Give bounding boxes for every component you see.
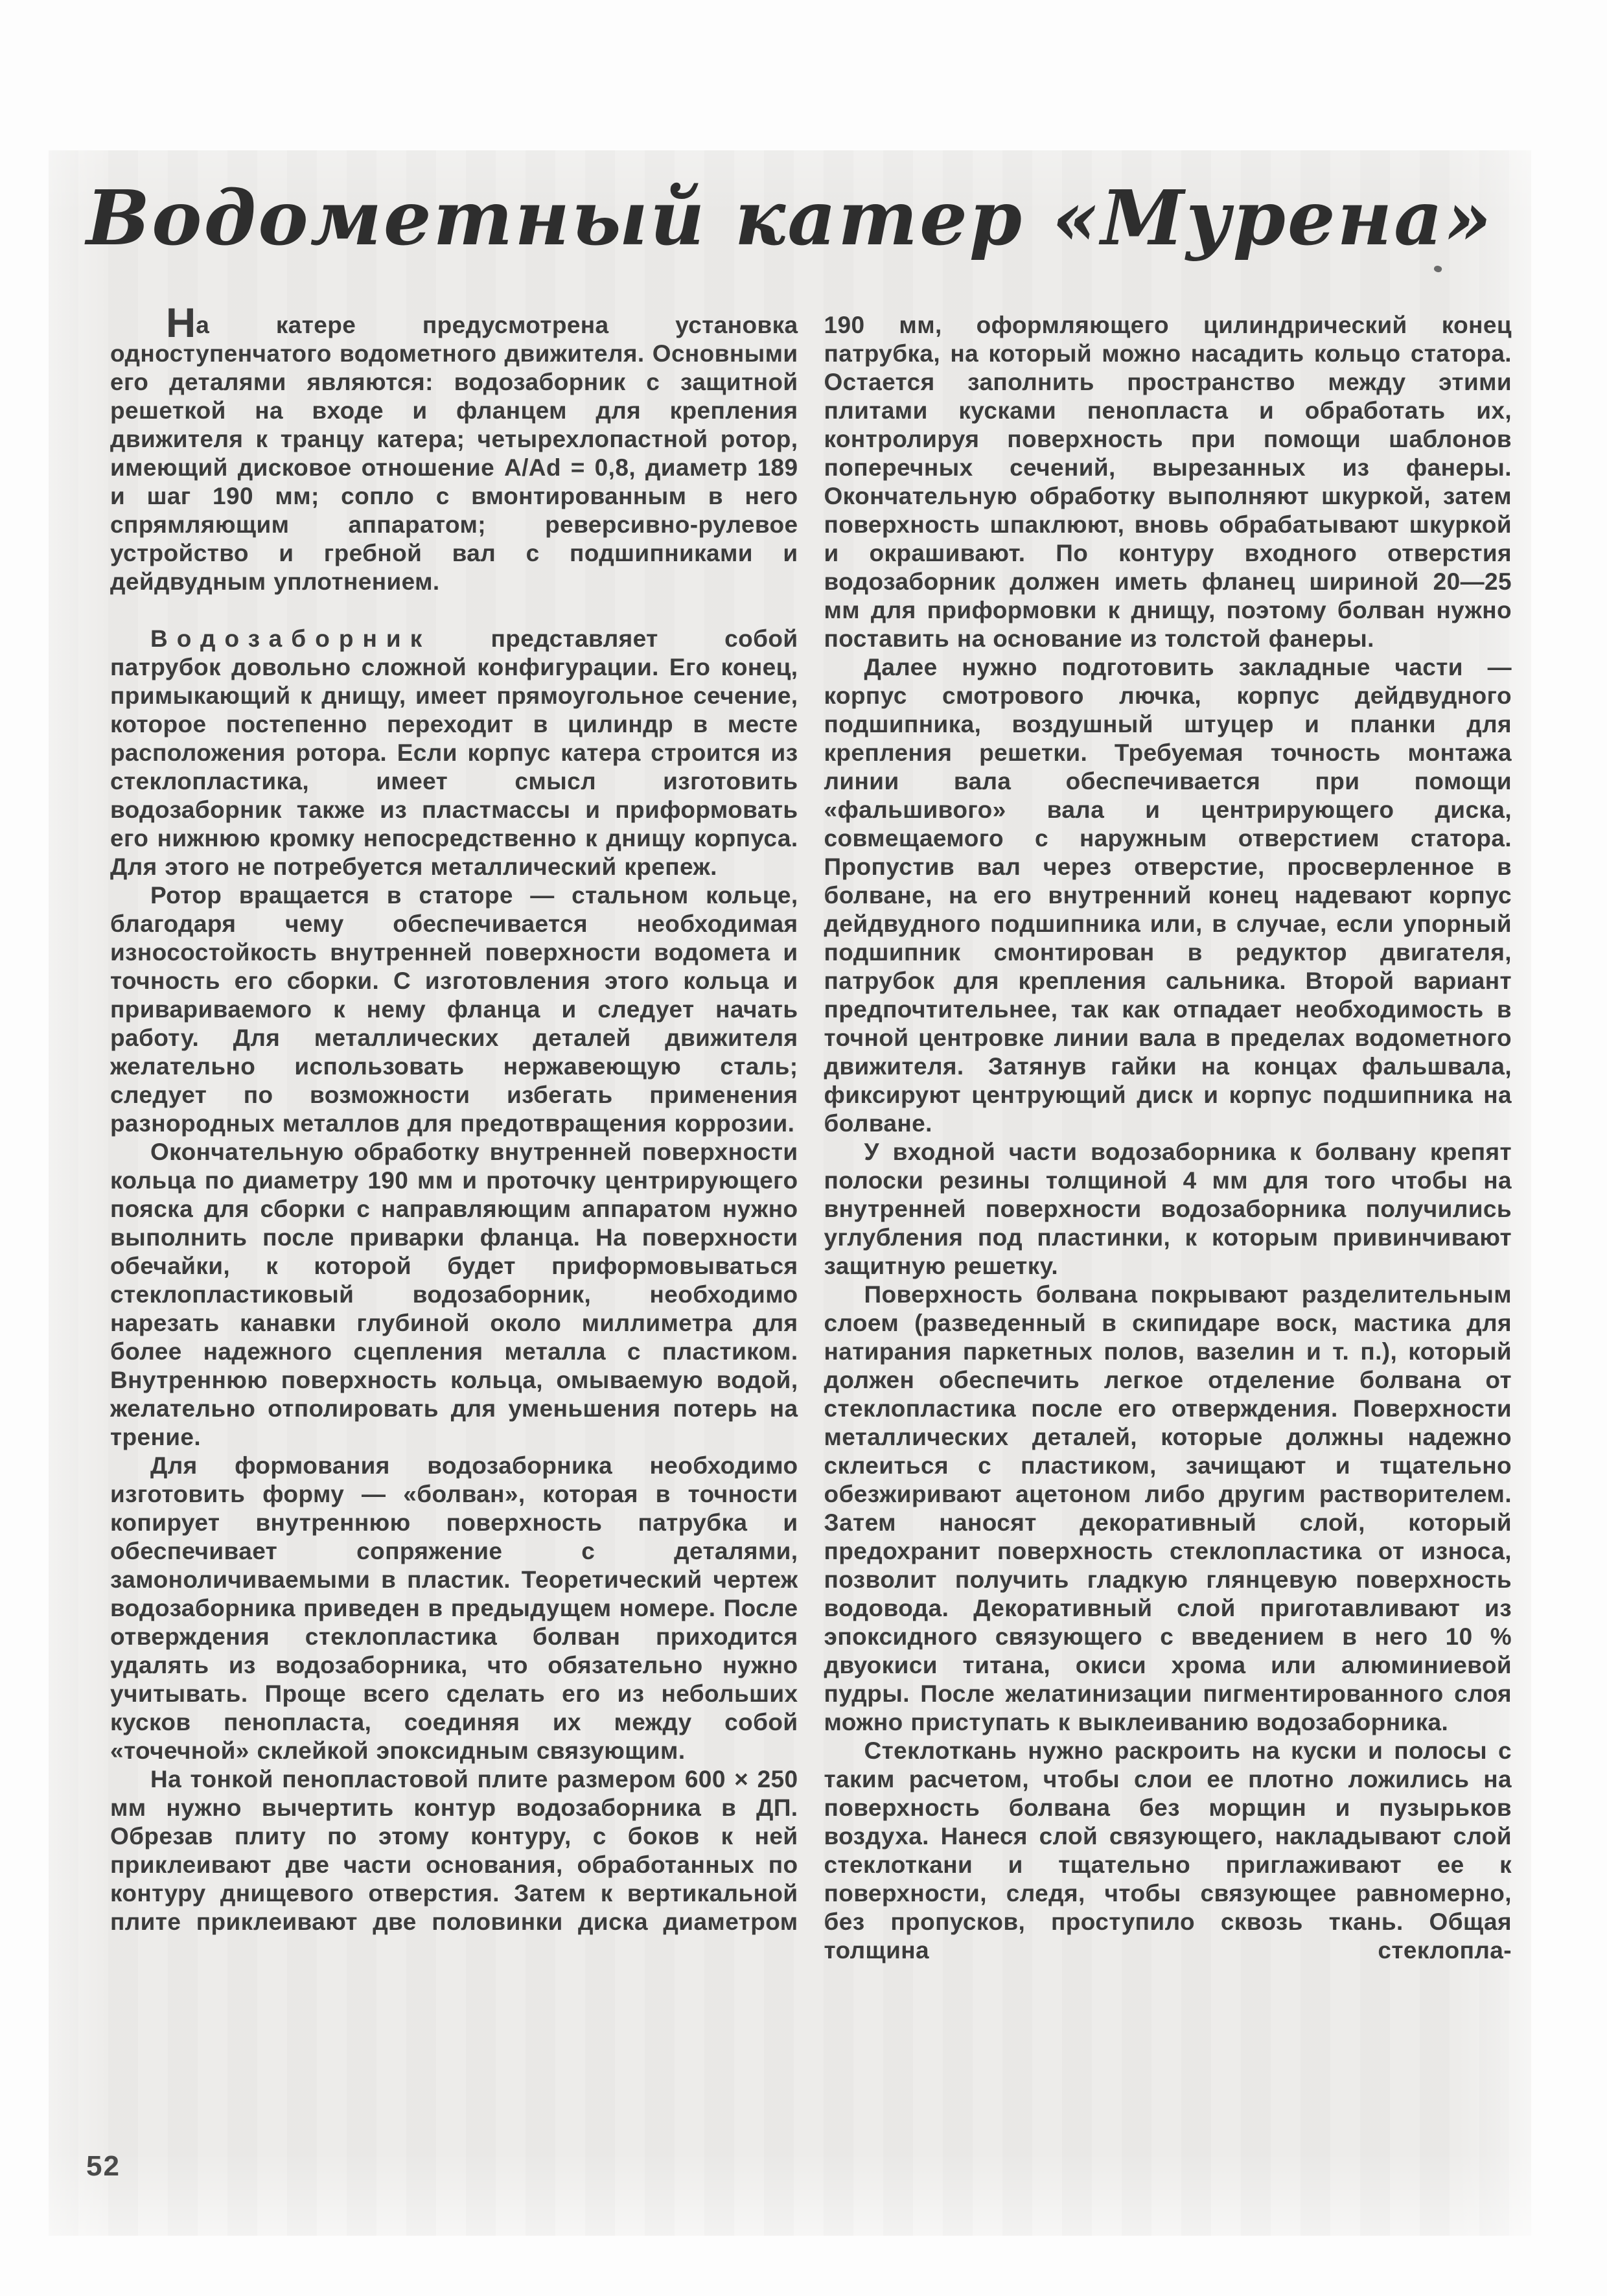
paragraph-lead-word: Водозаборник — [150, 625, 432, 652]
article-title: Водометный катер «Мурена» — [86, 174, 1494, 262]
paragraph: У входной части водозаборника к болвану крепят полоски резины толщиной 4 мм для того чтобы на внутренней поверхности водозаборника получились углубления под пластинки, к которым привинчивают защитную решетку. — [824, 1138, 1512, 1279]
paragraph: Далее нужно подготовить закладные части — корпус смотрового лючка, корпус дейдвудного подшипника, воздушный штуцер и планки для крепления решетки. Требуемая точность монтажа линии вала обеспечивается при помощи «фальшивого» вала и центрирующего диска, совмещаемого с наружным отверстием статора. Пропустив вал через отверстие, просверленное в болване, на его внутренний конец надевают корпус дейдвудного подшипника или, в случае, если упорный подшипник смонтирован в редуктор двигателя, патрубок для крепления сальника. Второй вариант предпочтительнее, так как отпадает необходимость в точной центровке линии вала в пределах водометного движителя. Затянув гайки на концах фальшвала, фиксируют центрующий диск и корпус подшипника на болване. — [824, 653, 1512, 1137]
scanned-magazine-page — [49, 150, 1531, 2236]
left-column — [110, 299, 798, 1965]
paragraph: На катере предусмотрена установка одноступенчатого водометного движителя. Основными его деталями являются: водозаборник с защитной решеткой на входе и фланцем для крепления движителя к транцу катера; четырехлопастной ротор, имеющий дисковое отношение A/Ad = 0,8, диаметр 189 и шаг 190 мм; сопло с вмонтированным в него спрямляющим аппаратом; реверсивно-рулевое устройство и гребной вал с подшипниками и дейдвудным уплотнением. — [110, 299, 798, 595]
paragraph: Для формования водозаборника необходимо изготовить форму — «болван», которая в точности копирует внутреннюю поверхность патрубка и обеспечивает сопряжение с деталями, замоноличиваемыми в пластик. Теоретический чертеж водозаборника приведен в предыдущем номере. После отверждения стеклопластика болван приходится удалять из водозаборника, что обязательно нужно учитывать. Проще всего сделать его из небольших кусков пенопласта, соединяя их между собой «точечной» склейкой эпоксидным связующим. — [110, 1452, 798, 1764]
right-column — [824, 311, 1512, 1965]
text-columns — [49, 299, 1531, 1965]
paragraph: На тонкой пенопластовой плите размером 600 × 250 мм нужно вычертить контур водозаборника в ДП. Обрезав плиту по этому контуру, с боков к ней приклеивают две части основания, обработанных по контуру днищевого отверстия. Затем к вертикальной плите приклеивают две половинки диска диаметром — [110, 1765, 798, 1935]
page-number: 52 — [86, 2150, 121, 2182]
paragraph: Стеклоткань нужно раскроить на куски и полосы с таким расчетом, чтобы слои ее плотно ложились на поверхность болвана без морщин и пузырьков воздуха. Нанеся слой связующего, накладывают слой стеклоткани и тщательно приглаживают ее к поверхности, следя, чтобы связующее равномерно, без пропусков, проступило сквозь ткань. Общая толщина стеклопла- — [824, 1737, 1512, 1964]
paragraph: Окончательную обработку внутренней поверхности кольца по диаметру 190 мм и проточку центрирующего пояска для сборки с направляющим аппаратом нужно выполнить после приварки фланца. На поверхности обечайки, к которой будет приформовываться стеклопластиковый водозаборник, необходимо нарезать канавки глубиной около миллиметра для более надежного сцепления металла с пластиком. Внутреннюю поверхность кольца, омываемую водой, желательно отполировать для уменьшения потерь на трение. — [110, 1138, 798, 1450]
paragraph: 190 мм, оформляющего цилиндрический конец патрубка, на который можно насадить кольцо статора. Остается заполнить пространство между этими плитами кусками пенопласта и обработать их, контролируя поверхность при помощи шаблонов поперечных сечений, вырезанных из фанеры. Окончательную обработку выполняют шкуркой, затем поверхность шпаклюют, вновь обрабатывают шкуркой и окрашивают. По контуру входного отверстия водозаборник должен иметь фланец шириной 20—25 мм для приформовки к днищу, поэтому болван нужно поставить на основание из толстой фанеры. — [824, 311, 1512, 652]
paragraph: Поверхность болвана покрывают разделительным слоем (разведенный в скипидаре воск, мастика для натирания паркетных полов, вазелин и т. п.), который должен обеспечить легкое отделение болвана от стеклопластика после его отверждения. Поверхности металлических деталей, которые должны надежно склеиться с пластиком, зачищают и тщательно обезжиривают ацетоном либо другим растворителем. Затем наносят декоративный слой, который предохранит поверхность стеклопластика от износа, позволит получить гладкую глянцевую поверхность водовода. Декоративный слой приготавливают из эпоксидного связующего с введением в него 10 % двуокиси титана, окиси хрома или алюминиевой пудры. После желатинизации пигментированного слоя можно приступать к выклеиванию водозаборника. — [824, 1281, 1512, 1735]
paragraph: Водозаборник представляет собой патрубок довольно сложной конфигурации. Его конец, примыкающий к днищу, имеет прямоугольное сечение, которое постепенно переходит в цилиндр в месте расположения ротора. Если корпус катера строится из стеклопластика, имеет смысл изготовить водозаборник также из пластмассы и приформовать его нижнюю кромку непосредственно к днищу корпуса. Для этого не потребуется металлический крепеж. — [110, 625, 798, 880]
dropcap-letter: Н — [166, 299, 196, 346]
paragraph: Ротор вращается в статоре — стальном кольце, благодаря чему обеспечивается необходимая износостойкость внутренней поверхности водомета и точность его сборки. С изготовления этого кольца и привариваемого к нему фланца и следует начать работу. Для металлических деталей движителя желательно использовать нержавеющую сталь; следует по возможности избегать применения разнородных металлов для предотвращения коррозии. — [110, 881, 798, 1137]
ink-speck — [1433, 264, 1442, 273]
